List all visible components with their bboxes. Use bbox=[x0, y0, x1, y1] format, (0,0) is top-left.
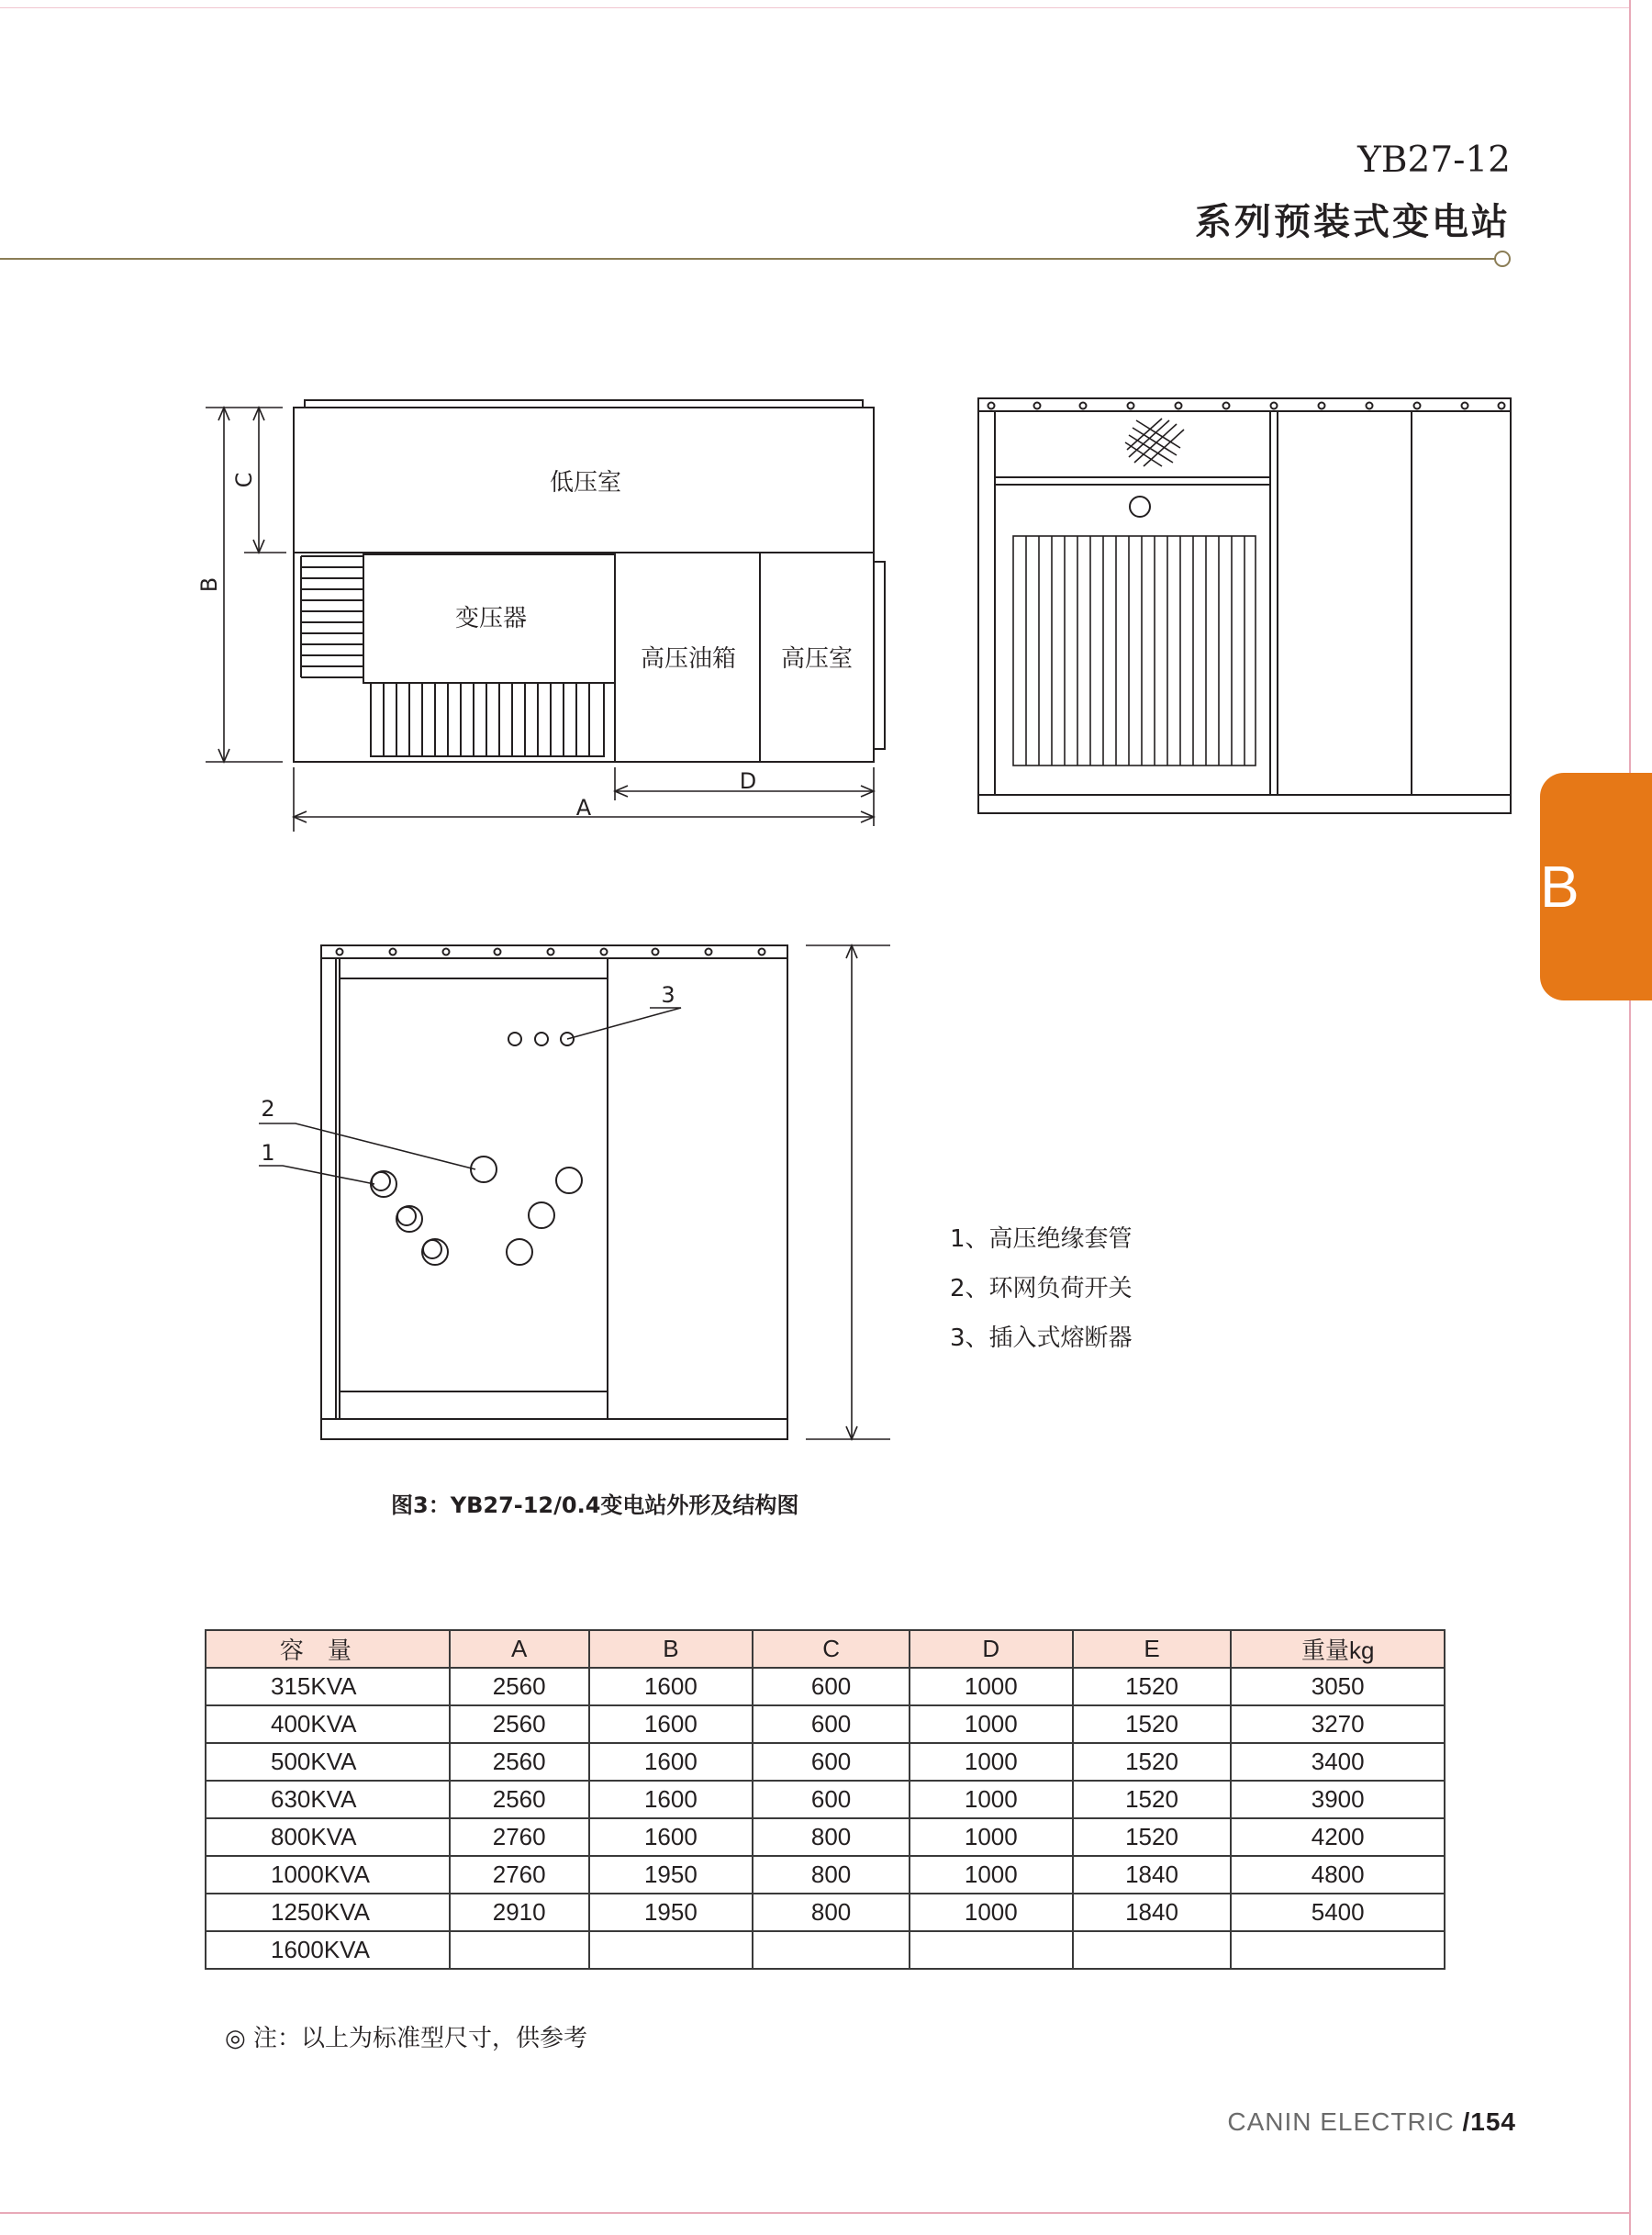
table-cell: 4800 bbox=[1231, 1856, 1445, 1894]
table-cell: 2560 bbox=[450, 1668, 589, 1705]
figure-caption: 图3：YB27-12/0.4变电站外形及结构图 bbox=[391, 1492, 799, 1518]
front-lifting-points bbox=[988, 403, 1505, 409]
table-cell: 2560 bbox=[450, 1781, 589, 1818]
table-cell: 3400 bbox=[1231, 1743, 1445, 1781]
callout-2: 2 bbox=[261, 1096, 275, 1122]
column-header: C bbox=[753, 1630, 910, 1668]
dimension-label-b: B bbox=[196, 576, 222, 593]
table-cell: 1520 bbox=[1073, 1818, 1232, 1856]
vent-grille-icon bbox=[1125, 419, 1184, 466]
transformer-side-fins bbox=[301, 556, 363, 677]
page-footer bbox=[1227, 2107, 1516, 2137]
transformer-door bbox=[995, 411, 1270, 795]
table-cell: 1000 bbox=[910, 1743, 1073, 1781]
room-label-hv-oil-tank: 高压油箱 bbox=[640, 645, 737, 673]
header-model-code: YB27-12 bbox=[1357, 140, 1511, 181]
table-cell: 1000 bbox=[910, 1705, 1073, 1743]
column-header: D bbox=[910, 1630, 1073, 1668]
table-cell: 2910 bbox=[450, 1894, 589, 1931]
room-label-low-voltage: 低压室 bbox=[549, 469, 622, 497]
room-label-transformer: 变压器 bbox=[454, 605, 528, 632]
table-cell: 2560 bbox=[450, 1743, 589, 1781]
legend-item: 3、插入式熔断器 bbox=[950, 1324, 1133, 1352]
table-cell: 2560 bbox=[450, 1705, 589, 1743]
table-row bbox=[206, 1818, 1445, 1856]
table-cell: 3900 bbox=[1231, 1781, 1445, 1818]
page-number: 154 bbox=[1470, 2107, 1516, 2136]
drawing-front-elevation bbox=[978, 398, 1511, 813]
fuse-holders bbox=[508, 1033, 574, 1045]
table-cell: 1600 bbox=[589, 1705, 753, 1743]
spec-table bbox=[205, 1629, 1446, 1970]
table-row bbox=[206, 1931, 1445, 1969]
footer-brand: CANIN ELECTRIC bbox=[1227, 2107, 1455, 2136]
column-header: 重量kg bbox=[1231, 1630, 1445, 1668]
table-cell bbox=[589, 1931, 753, 1969]
table-cell: 800 bbox=[753, 1894, 910, 1931]
section-tab-letter: B bbox=[1540, 854, 1579, 920]
table-row bbox=[206, 1668, 1445, 1705]
table-cell: 800 bbox=[753, 1856, 910, 1894]
table-cell: 630KVA bbox=[206, 1781, 450, 1818]
right-side-panel bbox=[874, 562, 885, 749]
table-cell: 4200 bbox=[1231, 1818, 1445, 1856]
column-header: B bbox=[589, 1630, 753, 1668]
table-cell: 1000KVA bbox=[206, 1856, 450, 1894]
table-cell bbox=[910, 1931, 1073, 1969]
table-cell bbox=[1073, 1931, 1232, 1969]
callout-1: 1 bbox=[261, 1140, 275, 1166]
table-cell: 1000 bbox=[910, 1668, 1073, 1705]
drawing-structure-view bbox=[259, 945, 890, 1439]
table-row bbox=[206, 1705, 1445, 1743]
column-header: 容量 bbox=[206, 1630, 450, 1668]
table-cell: 800 bbox=[753, 1818, 910, 1856]
table-cell: 2760 bbox=[450, 1856, 589, 1894]
table-cell: 600 bbox=[753, 1781, 910, 1818]
table-cell: 800KVA bbox=[206, 1818, 450, 1856]
table-row bbox=[206, 1894, 1445, 1931]
table-cell: 1250KVA bbox=[206, 1894, 450, 1931]
table-cell: 1000 bbox=[910, 1781, 1073, 1818]
table-cell: 1840 bbox=[1073, 1856, 1232, 1894]
table-cell: 1600KVA bbox=[206, 1931, 450, 1969]
table-cell: 1520 bbox=[1073, 1743, 1232, 1781]
door-handle-icon bbox=[1130, 497, 1150, 517]
dimension-label-a: A bbox=[575, 795, 592, 821]
table-cell bbox=[450, 1931, 589, 1969]
roof-strip bbox=[305, 400, 863, 408]
table-row bbox=[206, 1743, 1445, 1781]
column-header: A bbox=[450, 1630, 589, 1668]
table-cell: 600 bbox=[753, 1668, 910, 1705]
room-label-hv-room: 高压室 bbox=[780, 645, 854, 673]
drawing-side-section bbox=[196, 400, 885, 832]
table-cell: 500KVA bbox=[206, 1743, 450, 1781]
structure-lifting-points bbox=[337, 949, 765, 955]
callout-3: 3 bbox=[661, 982, 675, 1008]
table-cell: 5400 bbox=[1231, 1894, 1445, 1931]
table-cell: 1950 bbox=[589, 1856, 753, 1894]
transformer-bottom-fins bbox=[371, 683, 604, 756]
table-cell: 1520 bbox=[1073, 1705, 1232, 1743]
table-cell: 3050 bbox=[1231, 1668, 1445, 1705]
hv-bushings bbox=[371, 1168, 582, 1265]
enclosure-outline bbox=[294, 408, 874, 762]
table-cell bbox=[1231, 1931, 1445, 1969]
height-dimension bbox=[806, 945, 890, 1439]
table-row bbox=[206, 1781, 1445, 1818]
table-cell: 400KVA bbox=[206, 1705, 450, 1743]
table-cell bbox=[753, 1931, 910, 1969]
table-header-row bbox=[206, 1630, 1445, 1668]
table-cell: 1520 bbox=[1073, 1668, 1232, 1705]
table-cell: 315KVA bbox=[206, 1668, 450, 1705]
column-header: E bbox=[1073, 1630, 1232, 1668]
table-cell: 600 bbox=[753, 1743, 910, 1781]
table-cell: 1840 bbox=[1073, 1894, 1232, 1931]
table-cell: 600 bbox=[753, 1705, 910, 1743]
structure-outline bbox=[321, 945, 787, 1439]
table-cell: 1950 bbox=[589, 1894, 753, 1931]
table-cell: 2760 bbox=[450, 1818, 589, 1856]
footnote: ◎ 注：以上为标准型尺寸，供参考 bbox=[225, 2025, 587, 2052]
footer-separator: / bbox=[1462, 2107, 1471, 2136]
table-cell: 1000 bbox=[910, 1894, 1073, 1931]
legend-item: 1、高压绝缘套管 bbox=[950, 1225, 1133, 1253]
table-cell: 1000 bbox=[910, 1818, 1073, 1856]
legend-item: 2、环网负荷开关 bbox=[950, 1275, 1133, 1302]
table-cell: 1600 bbox=[589, 1743, 753, 1781]
table-cell: 1600 bbox=[589, 1781, 753, 1818]
table-cell: 1600 bbox=[589, 1818, 753, 1856]
table-cell: 1000 bbox=[910, 1856, 1073, 1894]
dimension-lines bbox=[206, 408, 874, 832]
header-title: 系列预装式变电站 bbox=[1195, 201, 1511, 243]
table-cell: 1600 bbox=[589, 1668, 753, 1705]
table-cell: 1520 bbox=[1073, 1781, 1232, 1818]
table-row bbox=[206, 1856, 1445, 1894]
front-louvre bbox=[1013, 536, 1256, 765]
dimension-label-c: C bbox=[231, 472, 257, 488]
dimension-label-d: D bbox=[739, 768, 757, 794]
table-cell: 3270 bbox=[1231, 1705, 1445, 1743]
component-legend bbox=[950, 1221, 1133, 1369]
